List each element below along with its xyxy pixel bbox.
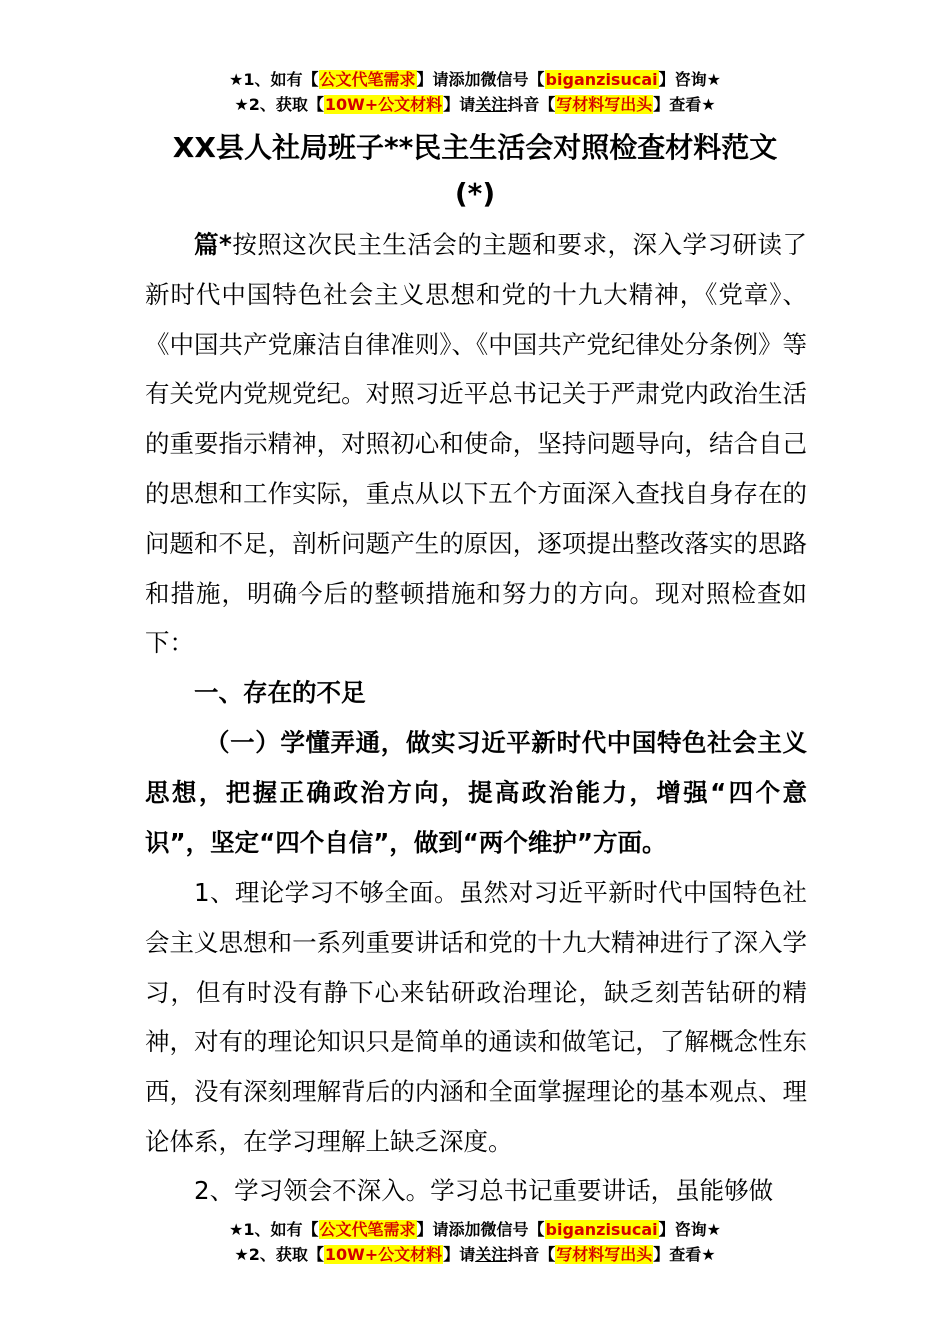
intro-paragraph: [145, 220, 807, 668]
footer-ad-1-highlight-service: 公文代笔需求: [319, 1220, 416, 1239]
section-1-heading: 一、存在的不足: [194, 678, 366, 707]
header-ad-2-mid-b: 抖音【: [507, 95, 556, 114]
footer-ad-1-highlight-wechat: biganzisucai: [545, 1220, 658, 1239]
header-ad-2-mid-a: 】请: [443, 95, 476, 114]
header-ad-1-prefix: ★1、如有【: [229, 70, 319, 89]
footer-ad-1-mid: 】请添加微信号【: [416, 1220, 545, 1239]
header-ad-2-prefix: ★2、获取【: [234, 95, 324, 114]
header-ad-2-highlight-account: 写材料写出头: [556, 95, 653, 114]
item-1-paragraph: 1、理论学习不够全面。虽然对习近平新时代中国特色社会主义思想和一系列重要讲话和党的十九大精神进行了深入学习，但有时没有静下心来钻研政治理论，缺乏刻苦钻研的精神，对有的理论知识只是简单的通读和做笔记，了解概念性东西，没有深刻理解背后的内涵和全面掌握理论的基本观点、理论体系，在学习理解上缺乏深度。: [145, 878, 807, 1156]
header-ad-1-highlight-service: 公文代笔需求: [319, 70, 416, 89]
header-ad-2-highlight-materials: 10W+公文材料: [324, 95, 443, 114]
subsection-1-heading: （一）学懂弄通，做实习近平新时代中国特色社会主义思想，把握正确政治方向，提高政治能力，增强“四个意识”，坚定“四个自信”，做到“两个维护”方面。: [145, 728, 807, 857]
footer-ad-2-prefix: ★2、获取【: [234, 1245, 324, 1264]
item-2-paragraph: 2、学习领会不深入。学习总书记重要讲话，虽能够做: [194, 1176, 774, 1205]
document-title-line-2: (*): [454, 177, 496, 210]
footer-ad-line-2: [0, 1243, 950, 1267]
footer-ad-1-suffix: 】咨询★: [658, 1220, 721, 1239]
footer-ad-line-1: [0, 1218, 950, 1242]
footer-ad-2-mid-underlined: 关注: [475, 1245, 508, 1264]
header-ad-line-1: [0, 68, 950, 92]
header-ad-2-mid-underlined: 关注: [475, 95, 508, 114]
intro-lead: 篇*: [194, 230, 232, 259]
footer-ad-1-prefix: ★1、如有【: [229, 1220, 319, 1239]
footer-ad-2-mid-b: 抖音【: [507, 1245, 556, 1264]
footer-ad-2-suffix: 】查看★: [653, 1245, 716, 1264]
header-ad-1-suffix: 】咨询★: [658, 70, 721, 89]
document-title-line-1: XX县人社局班子**民主生活会对照检查材料范文: [172, 131, 778, 164]
header-ad-2-suffix: 】查看★: [653, 95, 716, 114]
footer-ad-2-mid-a: 】请: [443, 1245, 476, 1264]
header-ad-1-highlight-wechat: biganzisucai: [545, 70, 658, 89]
footer-ad-2-highlight-account: 写材料写出头: [556, 1245, 653, 1264]
intro-text: 按照这次民主生活会的主题和要求，深入学习研读了新时代中国特色社会主义思想和党的十九大精神，《党章》、《中国共产党廉洁自律准则》、《中国共产党纪律处分条例》等有关党内党规党纪。对照习近平总书记关于严肃党内政治生活的重要指示精神，对照初心和使命，坚持问题导向，结合自己的思想和工作实际，重点从以下五个方面深入查找自身存在的问题和不足，剖析问题产生的原因，逐项提出整改落实的思路和措施，明确今后的整顿措施和努力的方向。现对照检查如下：: [145, 230, 808, 658]
footer-ad-2-highlight-materials: 10W+公文材料: [324, 1245, 443, 1264]
header-ad-line-2: [0, 93, 950, 117]
header-ad-1-mid: 】请添加微信号【: [416, 70, 545, 89]
